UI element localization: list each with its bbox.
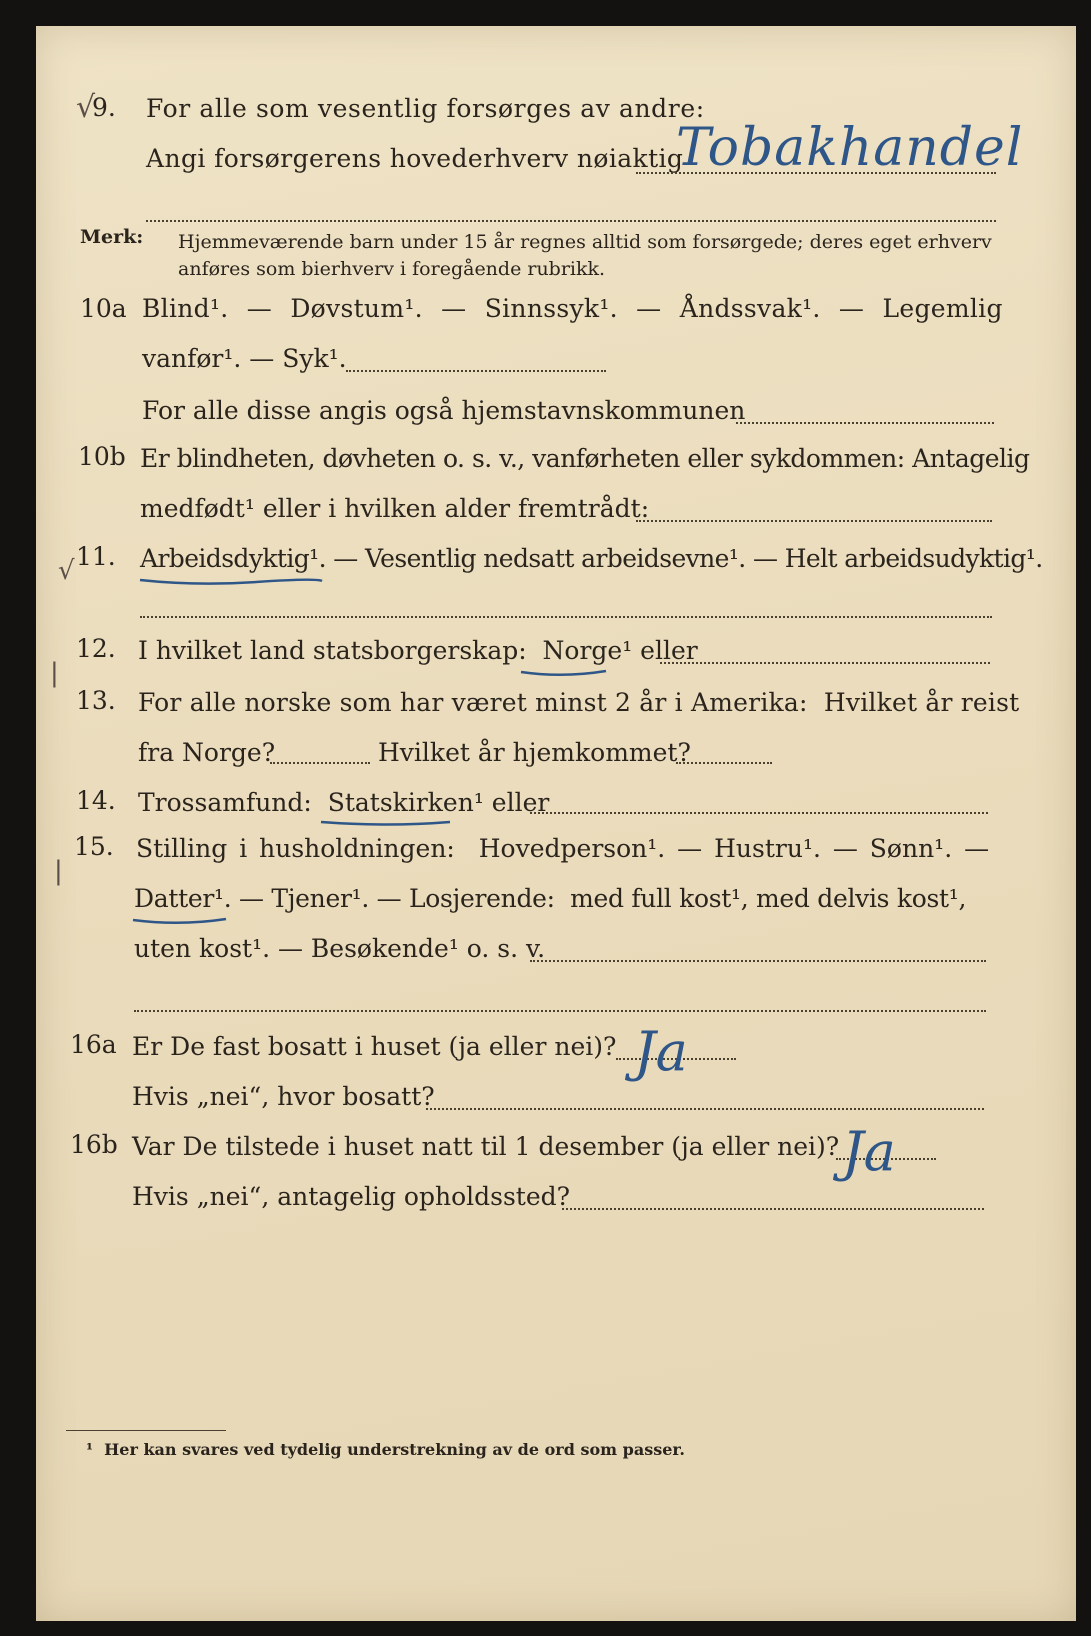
q16b-handwritten-answer: Ja (842, 1120, 896, 1183)
q11-underline-arbeidsdyktig (136, 574, 326, 588)
q16a-line1: Er De fast bosatt i huset (ja eller nei)? (132, 1032, 617, 1061)
q13-hjemkommet-line (676, 762, 772, 764)
margin-check-mark-12: | (50, 658, 59, 688)
q15-line3: uten kost¹. — Besøkende¹ o. s. v. (134, 934, 546, 963)
q13-line2-hjem: Hvilket år hjemkommet? (378, 738, 691, 767)
q10a-line3: For alle disse angis også hjemstavnskommunen (142, 396, 746, 425)
q13-line1: For alle norske som har været minst 2 år i Amerika: Hvilket år reist (138, 688, 1020, 717)
q14-answer-line (530, 812, 988, 814)
margin-check-mark-15: | (54, 856, 63, 886)
q14-underline-statskirken (318, 816, 454, 830)
q10b-answer-line (636, 520, 992, 522)
q9-line1: For alle som vesentlig forsørges av andre: (146, 94, 705, 123)
q16a-handwritten-answer: Ja (634, 1020, 688, 1083)
q14-text: Trossamfund: Statskirken¹ eller (138, 788, 550, 817)
q16b-opholdssted-line (562, 1208, 984, 1210)
q12-answer-line (660, 662, 990, 664)
q12-text: I hvilket land statsborgerskap: Norge¹ eller (138, 636, 698, 665)
q13-number: 13. (76, 686, 116, 715)
q9-number: 9. (92, 93, 116, 122)
q15-line2: Datter¹. — Tjener¹. — Losjerende: med full kost¹, med delvis kost¹, (134, 884, 967, 913)
merk-line2: anføres som bierhverv i foregående rubrikk. (178, 258, 606, 280)
q11-text: Arbeidsdyktig¹. — Vesentlig nedsatt arbeidsevne¹. — Helt arbeidsudyktig¹. (140, 544, 1043, 573)
q16b-number: 16b (70, 1130, 118, 1159)
q11-number: 11. (76, 542, 116, 571)
margin-check-mark-9: √ (76, 90, 96, 125)
q16b-line1: Var De tilstede i huset natt til 1 desember (ja eller nei)? (132, 1132, 840, 1161)
q10a-hjemstavn-line (736, 422, 994, 424)
q13-line2-from: fra Norge? (138, 738, 276, 767)
q10a-line1: Blind¹. — Døvstum¹. — Sinnssyk¹. — Åndssvak¹. — Legemlig (142, 294, 1003, 323)
q10a-line2: vanfør¹. — Syk¹. (142, 344, 347, 373)
q10a-number: 10a (80, 294, 127, 323)
q13-reist-line (270, 762, 370, 764)
margin-check-mark-11: √ (58, 556, 75, 586)
q12-underline-norge (518, 666, 610, 680)
q12-number: 12. (76, 634, 116, 663)
q9-handwritten-answer: Tobakhandel (676, 118, 1024, 178)
footnote-text: ¹ Her kan svares ved tydelig understrekning av de ord som passer. (86, 1440, 685, 1459)
q15-answer-line (530, 960, 986, 962)
q10b-line2: medfødt¹ eller i hvilken alder fremtrådt: (140, 494, 650, 523)
q10b-number: 10b (78, 442, 126, 471)
merk-label: Merk: (80, 226, 144, 248)
q16b-line2: Hvis „nei“, antagelig opholdssted? (132, 1182, 571, 1211)
footnote-rule (66, 1430, 226, 1431)
q9-continuation-line (146, 220, 996, 222)
q10a-answer-line (346, 370, 606, 372)
q9-line2: Angi forsørgerens hovederhverv nøiaktig (146, 144, 684, 173)
q11-continuation-line (140, 616, 992, 618)
q15-continuation-line (134, 1010, 986, 1012)
q14-number: 14. (76, 786, 116, 815)
q16a-bosatt-line (426, 1108, 984, 1110)
q15-number: 15. (74, 832, 114, 861)
q15-line1: Stilling i husholdningen: Hovedperson¹. — Hustru¹. — Sønn¹. — (136, 834, 990, 863)
q16a-line2: Hvis „nei“, hvor bosatt? (132, 1082, 435, 1111)
q15-underline-datter (130, 914, 230, 928)
census-form-page (36, 26, 1076, 1621)
q16a-number: 16a (70, 1030, 117, 1059)
q10b-line1: Er blindheten, døvheten o. s. v., vanførheten eller sykdommen: Antagelig (140, 444, 1030, 473)
merk-line1: Hjemmeværende barn under 15 år regnes alltid som forsørgede; deres eget erhverv (178, 231, 992, 253)
